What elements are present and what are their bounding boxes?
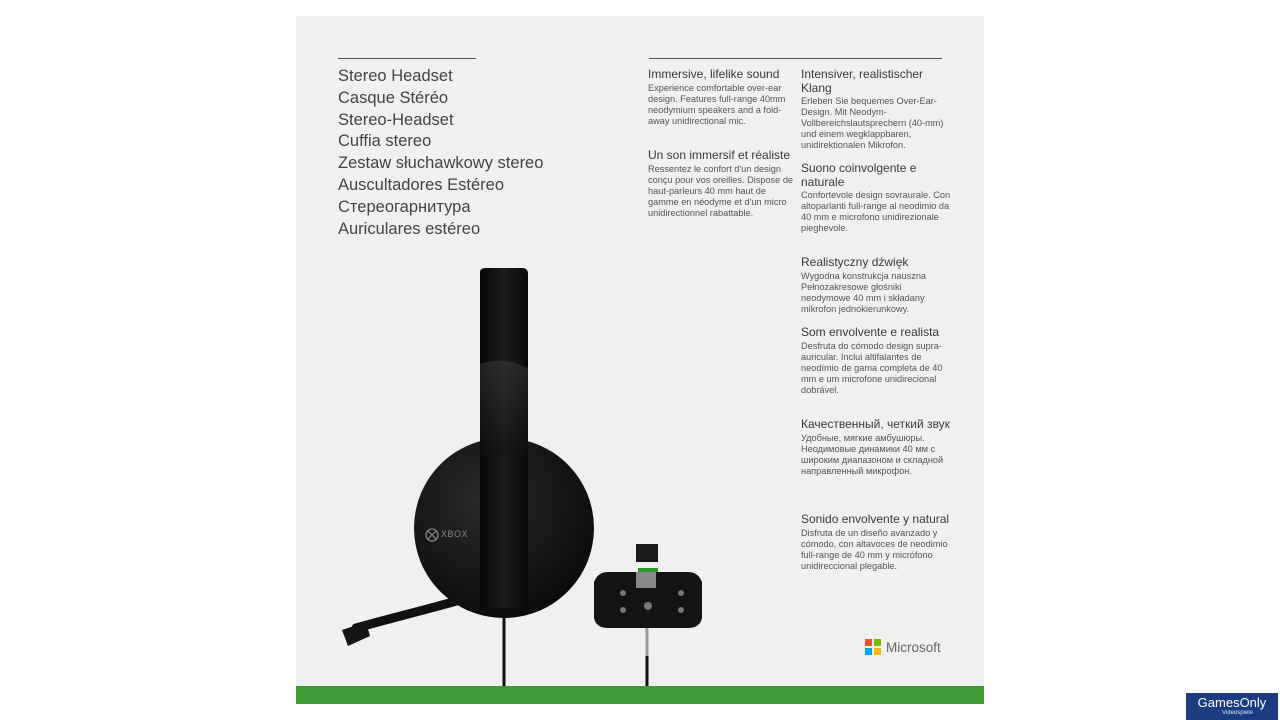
feature-body: Experience comfortable over-ear design. Features full-range 40mm neodymium speakers and a fold-away unidirectional mic.: [648, 82, 786, 126]
feature-heading: Som envolvente e realista: [801, 325, 940, 339]
feature-body: Ressentez le confort d'un design conçu pour vos oreilles. Dispose de haut-parleurs 40 mm haut de gamme en néodyme et d'un micro unidirectionnel rabattable.: [648, 163, 794, 218]
gamesonly-watermark: [1186, 693, 1278, 720]
feature-heading: Suono coinvolgente e naturale: [801, 161, 917, 189]
watermark-sub: Videospiele: [1222, 710, 1253, 716]
feature-heading: Качественный, четкий звук: [801, 417, 950, 431]
feature-body: Erleben Sie bequemes Over-Ear-Design. Mit Neodym-Vollbereichslautsprechern (40-mm) und einem wegklappbaren, unidirektionalen Mikrofon.: [801, 96, 944, 151]
feature-body: Удобные, мягкие амбушюры. Неодимовые динамики 40 мм с широким диапазоном и складной направленный микрофон.: [801, 432, 944, 476]
product-title: Casque Stéréo: [338, 88, 449, 107]
product-title: Stereo-Headset: [338, 110, 454, 129]
product-title: Cuffia stereo: [338, 132, 432, 151]
feature-body: Confortevole design sovraurale. Con altoparlanti full-range al neodimio da 40 mm e microfono unidirezionale pieghevole.: [801, 190, 951, 234]
feature-heading: Realistyczny dźwięk: [801, 255, 909, 269]
headset-illustration: [296, 16, 984, 704]
microsoft-logo-icon: [865, 639, 881, 655]
microsoft-logo: [865, 639, 941, 655]
xbox-wordmark: XBOX: [441, 529, 469, 539]
product-box-panel: [296, 16, 984, 704]
watermark-name: GamesOnly: [1197, 695, 1267, 710]
feature-heading: Un son immersif et réaliste: [648, 148, 791, 162]
feature-body: Wygodna konstrukcja nauszna Pełnozakresowe głośniki neodymowe 40 mm i składany mikrofon jednokierunkowy.: [801, 270, 927, 314]
green-strip: [296, 686, 984, 704]
feature-heading: Sonido envolvente y natural: [801, 512, 950, 526]
product-title: Auscultadores Estéreo: [338, 175, 505, 194]
microsoft-name: Microsoft: [886, 639, 941, 655]
feature-body: Desfruta do cómodo design supra-auricular. Inclui altifalantes de neodímio de gama completa de 40 mm e um microfone unidirecional dobrável.: [801, 340, 943, 395]
feature-body: Disfruta de un diseño avanzado y cómodo, con altavoces de neodimio full-range de 40 mm y micrófono unidireccional plegable.: [801, 527, 948, 571]
product-title: Stereo Headset: [338, 67, 453, 85]
product-title: Auriculares estéreo: [338, 219, 481, 238]
stereo-headset-adapter: [594, 544, 702, 688]
product-title: Стереогарнитура: [338, 197, 471, 216]
product-title: Zestaw słuchawkowy stereo: [338, 154, 544, 173]
feature-heading: Intensiver, realistischer Klang: [801, 67, 924, 95]
feature-heading: Immersive, lifelike sound: [648, 67, 780, 81]
